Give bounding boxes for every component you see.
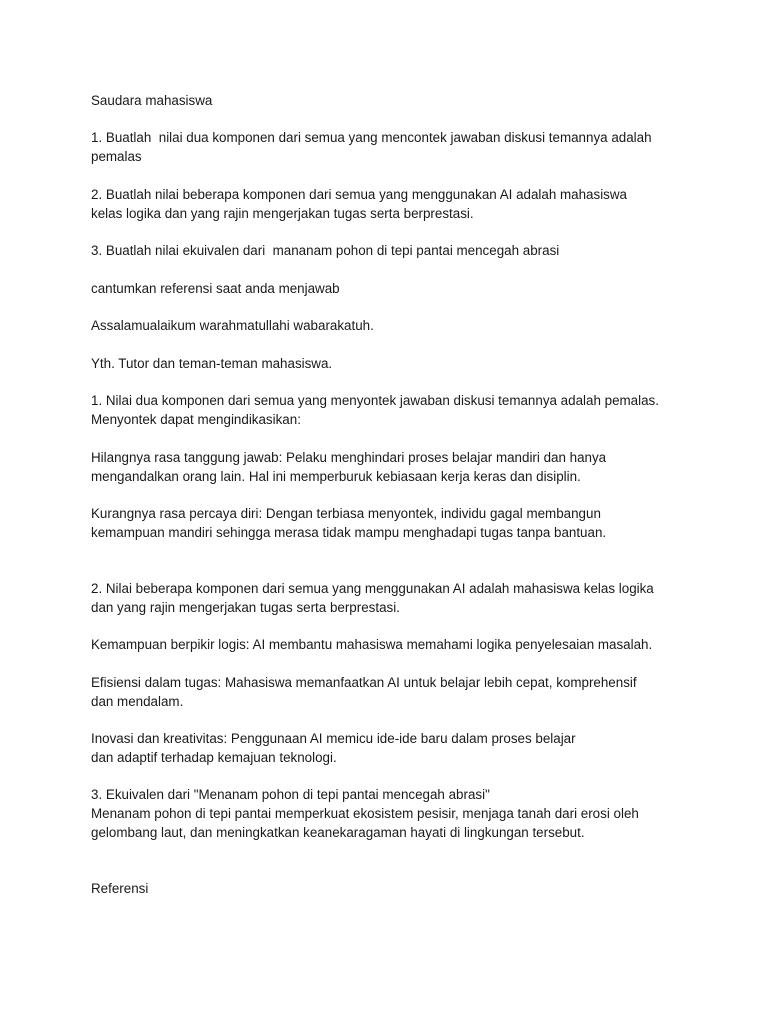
answer-1-line-1: 1. Nilai dua komponen dari semua yang menyontek jawaban diskusi temannya adalah pemalas.: [91, 393, 659, 408]
answer-3-heading: 3. Ekuivalen dari "Menanam pohon di tepi pantai mencegah abrasi": [91, 787, 490, 802]
answer-2-point-3-line-2: dan adaptif terhadap kemajuan teknologi.: [91, 750, 337, 765]
answer-2-point-3-line-1: Inovasi dan kreativitas: Penggunaan AI memicu ide-ide baru dalam proses belajar: [91, 731, 576, 746]
answer-1-point-1-line-1: Hilangnya rasa tanggung jawab: Pelaku menghindari proses belajar mandiri dan hanya: [91, 450, 607, 465]
answer-1-point-2-line-2: kemampuan mandiri sehingga merasa tidak mampu menghadapi tugas tanpa bantuan.: [91, 525, 607, 540]
question-2-line-1: 2. Buatlah nilai beberapa komponen dari semua yang menggunakan AI adalah mahasiswa: [91, 187, 627, 202]
answer-2-line-2: dan yang rajin mengerjakan tugas serta berprestasi.: [91, 600, 400, 615]
question-3-line: 3. Buatlah nilai ekuivalen dari mananam pohon di tepi pantai mencegah abrasi: [91, 243, 560, 258]
question-1-line-1: 1. Buatlah nilai dua komponen dari semua yang mencontek jawaban diskusi temannya adalah: [91, 130, 652, 145]
addressee: Yth. Tutor dan teman-teman mahasiswa.: [91, 356, 333, 371]
answer-1-point-2-line-1: Kurangnya rasa percaya diri: Dengan terbiasa menyontek, individu gagal membangun: [91, 506, 601, 521]
answer-1-point-1-line-2: mengandalkan orang lain. Hal ini memperburuk kebiasaan kerja keras dan disiplin.: [91, 469, 581, 484]
greeting-heading: Saudara mahasiswa: [91, 93, 213, 108]
answer-2-point-2-line-2: dan mendalam.: [91, 694, 184, 709]
answer-3-line-1: Menanam pohon di tepi pantai memperkuat ekosistem pesisir, menjaga tanah dari erosi oleh: [91, 806, 639, 821]
answer-2-line-1: 2. Nilai beberapa komponen dari semua yang menggunakan AI adalah mahasiswa kelas logika: [91, 581, 654, 596]
answer-3-line-2: gelombang laut, dan meningkatkan keanekaragaman hayati di lingkungan tersebut.: [91, 825, 585, 840]
question-1-line-2: pemalas: [91, 149, 142, 164]
answer-2-point-1: Kemampuan berpikir logis: AI membantu mahasiswa memahami logika penyelesaian masalah.: [91, 637, 653, 652]
reference-instruction: cantumkan referensi saat anda menjawab: [91, 281, 340, 296]
answer-1-line-2: Menyontek dapat mengindikasikan:: [91, 412, 301, 427]
references-heading: Referensi: [91, 881, 149, 896]
question-2-line-2: kelas logika dan yang rajin mengerjakan tugas serta berprestasi.: [91, 206, 474, 221]
salutation: Assalamualaikum warahmatullahi wabarakatuh.: [91, 318, 374, 333]
answer-2-point-2-line-1: Efisiensi dalam tugas: Mahasiswa memanfaatkan AI untuk belajar lebih cepat, komprehensif: [91, 675, 637, 690]
